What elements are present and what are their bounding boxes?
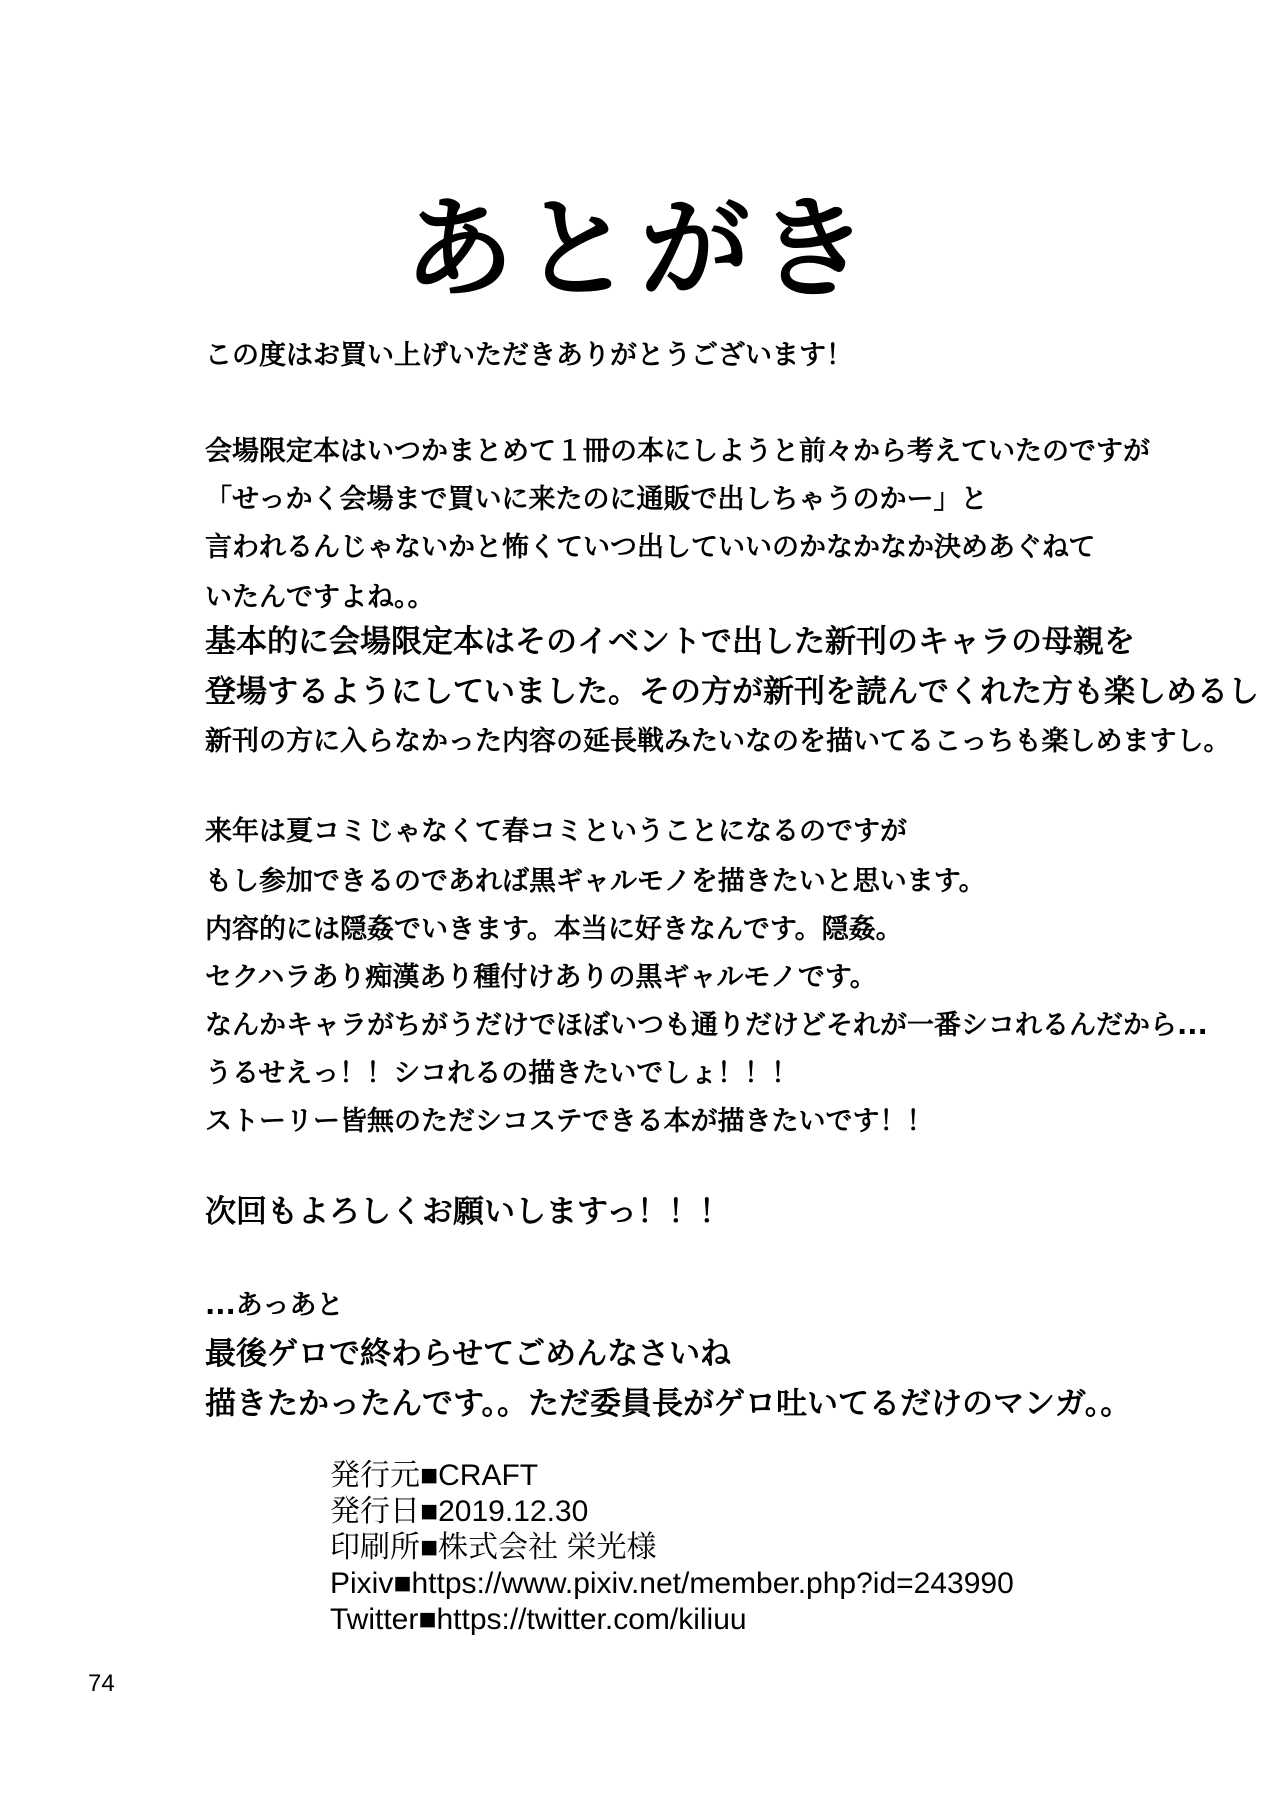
page-number: 74: [88, 1670, 115, 1697]
colophon-value: 2019.12.30: [438, 1495, 589, 1528]
colophon-date: [330, 1494, 1014, 1530]
greeting-text: この度はお買い上げいただきありがとうございます！: [205, 340, 853, 371]
paragraph-line: なんかキャラがちがうだけでほぼいつも通りだけどそれが一番シコれるんだから...: [205, 1010, 1208, 1041]
paragraph-line: 会場限定本はいつかまとめて１冊の本にしようと前々から考えていたのですが: [205, 436, 1150, 467]
colophon-label: 発行日■: [330, 1495, 439, 1528]
colophon: [330, 1458, 1014, 1638]
paragraph-line: 基本的に会場限定本はそのイベントで出した新刊のキャラの母親を: [205, 624, 1135, 660]
colophon-pixiv: [330, 1566, 1014, 1602]
closing-text: 次回もよろしくお願いしますっ！！！: [205, 1194, 731, 1230]
postscript-line: 描きたかったんです。。ただ委員長がゲロ吐いてるだけのマンガ。。: [205, 1386, 1132, 1422]
paragraph-line: いたんですよね。。: [205, 582, 435, 613]
colophon-publisher: [330, 1458, 1014, 1494]
paragraph-line: 「せっかく会場まで買いに来たのに通販で出しちゃうのかー」と: [205, 484, 988, 515]
colophon-value: 株式会社 栄光様: [438, 1531, 657, 1564]
colophon-label: 印刷所■: [330, 1531, 439, 1564]
colophon-twitter: [330, 1602, 1014, 1638]
paragraph-line: もし参加できるのであれば黒ギャルモノを描きたいと思います。: [205, 866, 986, 897]
page-title: あとがき: [404, 184, 876, 313]
colophon-label: Pixiv■: [330, 1567, 412, 1600]
postscript-line: 最後ゲロで終わらせてごめんなさいね: [205, 1336, 732, 1372]
colophon-value: https://twitter.com/kiliuu: [436, 1603, 747, 1636]
paragraph-line: 登場するようにしていました。その方が新刊を読んでくれた方も楽しめるし: [205, 674, 1259, 710]
paragraph-line: 言われるんじゃないかと怖くていつ出していいのかなかなか決めあぐねて: [205, 532, 1096, 563]
colophon-printer: [330, 1530, 1014, 1566]
paragraph-line: ストーリー皆無のただシコステできる本が描きたいです！！: [205, 1106, 934, 1137]
paragraph-line: うるせえっ！！シコれるの描きたいでしょ！！！: [205, 1058, 799, 1089]
paragraph-line: 来年は夏コミじゃなくて春コミということになるのですが: [205, 816, 907, 847]
colophon-value: https://www.pixiv.net/member.php?id=243990: [411, 1567, 1014, 1600]
paragraph-line: 内容的には隠姦でいきます。本当に好きなんです。隠姦。: [205, 914, 903, 945]
paragraph-line: セクハラあり痴漢あり種付けありの黒ギャルモノです。: [205, 962, 877, 993]
colophon-value: CRAFT: [438, 1459, 539, 1492]
postscript-line: ...あっあと: [205, 1290, 344, 1321]
colophon-label: 発行元■: [330, 1459, 439, 1492]
colophon-label: Twitter■: [330, 1603, 437, 1636]
paragraph-line: 新刊の方に入らなかった内容の延長戦みたいなのを描いてるこっちも楽しめますし。: [205, 726, 1231, 757]
